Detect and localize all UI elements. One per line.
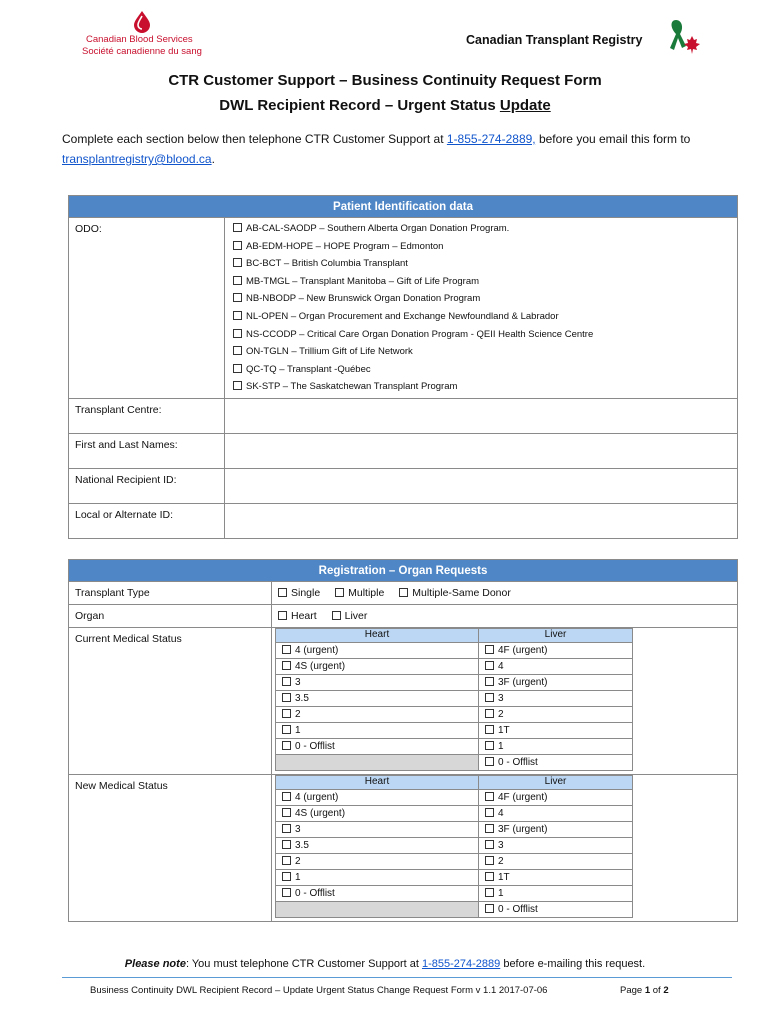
checkbox[interactable] [485,677,494,686]
liver-status-option[interactable]: 1T [479,723,633,739]
checkbox[interactable] [282,741,291,750]
odo-options [225,218,738,399]
odo-label: ODO: [69,218,225,399]
checkbox[interactable] [485,661,494,670]
heart-status-option[interactable]: 3 [276,822,479,838]
liver-status-option[interactable]: 4F (urgent) [479,790,633,806]
names-input[interactable] [225,433,738,468]
checkbox[interactable] [399,588,408,597]
checkbox[interactable] [485,645,494,654]
patient-identification-table [68,195,738,539]
page-number: Page 1 of 2 [620,985,669,996]
organ-label: Organ [69,605,272,628]
ribbon-maple-leaf-icon [666,18,702,56]
checkbox[interactable] [278,611,287,620]
local-id-input[interactable] [225,503,738,538]
odo-option[interactable]: SK-STP – The Saskatchewan Transplant Program [233,378,729,396]
checkbox[interactable] [282,661,291,670]
checkbox[interactable] [485,856,494,865]
heart-status-option[interactable]: 3.5 [276,691,479,707]
liver-status-option[interactable]: 4 [479,659,633,675]
odo-option[interactable]: BC-BCT – British Columbia Transplant [233,255,729,273]
heart-status-option[interactable]: 2 [276,707,479,723]
odo-option[interactable]: NB-NBODP – New Brunswick Organ Donation Program [233,290,729,308]
heart-column-header: Heart [276,776,479,790]
checkbox[interactable] [282,872,291,881]
checkbox[interactable] [233,381,242,390]
checkbox[interactable] [233,223,242,232]
checkbox[interactable] [485,904,494,913]
liver-status-option[interactable]: 4F (urgent) [479,643,633,659]
organ-heart-option[interactable]: Heart [278,610,317,622]
heart-status-option[interactable]: 4S (urgent) [276,806,479,822]
liver-status-option[interactable]: 1 [479,739,633,755]
checkbox[interactable] [485,840,494,849]
footer-note: Please note: You must telephone CTR Customer Support at 1-855-274-2889 before e-mailing this request. [124,958,646,970]
odo-option[interactable]: AB-CAL-SAODP – Southern Alberta Organ Donation Program. [233,220,729,238]
liver-column-header: Liver [479,629,633,643]
phone-link[interactable]: 1-855-274-2889, [446,132,536,146]
transplant-centre-input[interactable] [225,398,738,433]
checkbox[interactable] [282,693,291,702]
national-id-input[interactable] [225,468,738,503]
organ-liver-option[interactable]: Liver [332,610,368,622]
form-subtitle: DWL Recipient Record – Urgent Status Update [219,97,551,114]
cbs-logo [78,8,208,58]
heart-column-header: Heart [276,629,479,643]
checkbox[interactable] [278,588,287,597]
liver-column-header: Liver [479,776,633,790]
checkbox[interactable] [485,792,494,801]
liver-status-option[interactable]: 3 [479,838,633,854]
checkbox[interactable] [233,311,242,320]
checkbox[interactable] [282,856,291,865]
footer-doc-info: Business Continuity DWL Recipient Record – Update Urgent Status Change Request Form v 1.1 2017-07-06 [90,985,548,996]
checkbox[interactable] [282,840,291,849]
liver-status-option[interactable]: 3F (urgent) [479,675,633,691]
odo-option[interactable]: ON-TGLN – Trillium Gift of Life Network [233,343,729,361]
checkbox[interactable] [233,241,242,250]
new-status-label: New Medical Status [69,775,272,922]
liver-status-option[interactable]: 3F (urgent) [479,822,633,838]
type-multiple-option[interactable]: Multiple [335,587,384,599]
checkbox[interactable] [485,757,494,766]
names-label: First and Last Names: [69,433,225,468]
email-link[interactable]: transplantregistry@blood.ca [62,152,212,166]
checkbox[interactable] [282,725,291,734]
checkbox[interactable] [485,709,494,718]
checkbox[interactable] [233,293,242,302]
checkbox[interactable] [485,741,494,750]
checkbox[interactable] [485,808,494,817]
heart-status-option[interactable]: 1 [276,870,479,886]
current-status-label: Current Medical Status [69,628,272,775]
odo-option[interactable]: QC-TQ – Transplant -Québec [233,361,729,379]
checkbox[interactable] [233,329,242,338]
organ-options [272,605,738,628]
form-title: CTR Customer Support – Business Continuity Request Form [168,72,602,89]
checkbox[interactable] [335,588,344,597]
checkbox[interactable] [233,346,242,355]
checkbox[interactable] [485,693,494,702]
logo-text-en: Canadian Blood Services [86,34,193,45]
footer-phone-link[interactable]: 1-855-274-2889 [421,958,501,970]
checkbox[interactable] [485,872,494,881]
new-status-grid [275,775,633,918]
patient-section-heading: Patient Identification data [69,196,738,218]
checkbox[interactable] [282,824,291,833]
heart-status-option[interactable]: 3 [276,675,479,691]
intro-text: Complete each section below then telephone CTR Customer Support at 1-855-274-2889, before you email this form to transplantregistry@blood.ca. [62,132,691,166]
national-id-label: National Recipient ID: [69,468,225,503]
checkbox[interactable] [282,792,291,801]
checkbox[interactable] [282,808,291,817]
checkbox[interactable] [233,276,242,285]
liver-status-option[interactable]: 1 [479,886,633,902]
transplant-type-label: Transplant Type [69,582,272,605]
odo-option[interactable]: NL-OPEN – Organ Procurement and Exchange Newfoundland & Labrador [233,308,729,326]
checkbox[interactable] [485,725,494,734]
registration-table [68,559,738,922]
liver-status-option[interactable]: 4 [479,806,633,822]
heart-status-option[interactable]: 4 (urgent) [276,790,479,806]
transplant-centre-label: Transplant Centre: [69,398,225,433]
liver-status-option[interactable]: 0 - Offlist [479,755,633,771]
footer-divider [62,977,732,978]
odo-option[interactable]: NS-CCODP – Critical Care Organ Donation Program - QEII Health Science Centre [233,326,729,344]
odo-option[interactable]: MB-TMGL – Transplant Manitoba – Gift of Life Program [233,273,729,291]
current-status-cell [272,628,738,775]
heart-status-option[interactable]: 2 [276,854,479,870]
heart-status-option[interactable]: 1 [276,723,479,739]
liver-status-option[interactable]: 2 [479,707,633,723]
current-status-grid [275,628,633,771]
logo-text-fr: Société canadienne du sang [82,46,202,57]
transplant-type-options [272,582,738,605]
liver-status-option[interactable]: 1T [479,870,633,886]
empty-cell [276,902,479,918]
checkbox[interactable] [282,645,291,654]
odo-option[interactable]: AB-EDM-HOPE – HOPE Program – Edmonton [233,238,729,256]
heart-status-option[interactable]: 4 (urgent) [276,643,479,659]
liver-status-option[interactable]: 2 [479,854,633,870]
checkbox[interactable] [282,709,291,718]
registration-section-heading: Registration – Organ Requests [69,560,738,582]
checkbox[interactable] [485,888,494,897]
liver-status-option[interactable]: 3 [479,691,633,707]
empty-cell [276,755,479,771]
checkbox[interactable] [282,677,291,686]
blood-drop-icon [130,10,154,34]
type-same-donor-option[interactable]: Multiple-Same Donor [399,587,511,599]
checkbox[interactable] [233,364,242,373]
checkbox[interactable] [485,824,494,833]
heart-status-option[interactable]: 0 - Offlist [276,739,479,755]
local-id-label: Local or Alternate ID: [69,503,225,538]
heart-status-option[interactable]: 0 - Offlist [276,886,479,902]
liver-status-option[interactable]: 0 - Offlist [479,902,633,918]
checkbox[interactable] [233,258,242,267]
type-single-option[interactable]: Single [278,587,320,599]
heart-status-option[interactable]: 4S (urgent) [276,659,479,675]
checkbox[interactable] [332,611,341,620]
heart-status-option[interactable]: 3.5 [276,838,479,854]
checkbox[interactable] [282,888,291,897]
registry-name: Canadian Transplant Registry [466,33,643,47]
new-status-cell [272,775,738,922]
